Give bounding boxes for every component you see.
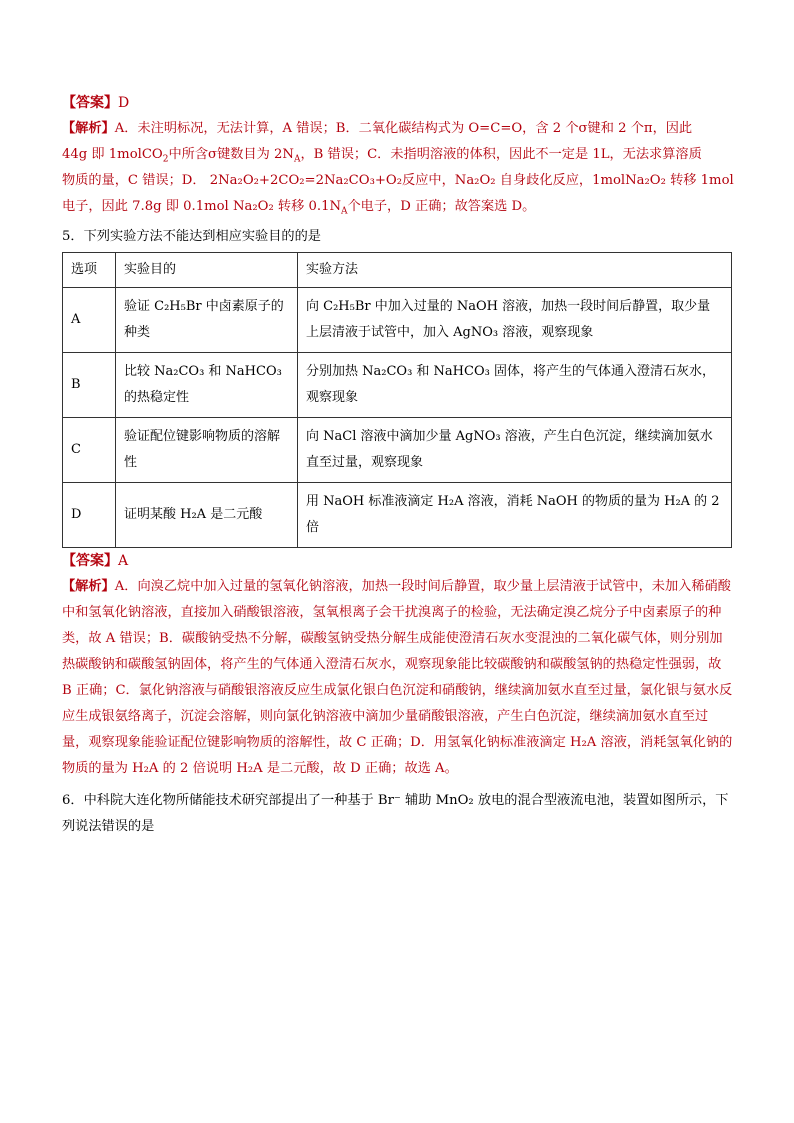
pi-symbol: π bbox=[643, 121, 653, 136]
analysis-tag: 【解析】 bbox=[62, 121, 115, 136]
analysis-text: 44g 即 1molCO bbox=[62, 147, 163, 162]
answer-line-1 bbox=[62, 92, 734, 114]
answer-value: A bbox=[118, 553, 129, 569]
table-header: 实验目的 bbox=[116, 253, 298, 288]
method-cell: 向 NaCl 溶液中滴加少量 AgNO₃ 溶液，产生白色沉淀，继续滴加氨水直至过量，观察现象 bbox=[298, 418, 732, 483]
answer-tag: 【答案】 bbox=[62, 95, 118, 111]
analysis-block-2 bbox=[62, 574, 734, 782]
question-5: 5．下列实验方法不能达到相应实验目的的是 bbox=[62, 229, 321, 244]
table-row bbox=[63, 483, 732, 548]
table-row bbox=[63, 288, 732, 353]
option-cell: C bbox=[63, 418, 116, 483]
analysis-text: 电子，因此 7.8g 即 0.1mol Na₂O₂ 转移 0.1N bbox=[62, 199, 341, 214]
analysis-text: 键和 2 个 bbox=[587, 121, 644, 136]
experiment-table bbox=[62, 252, 732, 548]
answer-tag: 【答案】 bbox=[62, 553, 118, 569]
purpose-cell: 验证配位键影响物质的溶解性 bbox=[116, 418, 298, 483]
sigma-symbol: σ bbox=[578, 121, 588, 136]
analysis-text: 键数目为 2N bbox=[217, 147, 294, 162]
subscript: A bbox=[341, 206, 348, 217]
analysis-text: 反应中，Na₂O₂ 自身歧化反应，1molNa₂O₂ 转移 1mol bbox=[402, 173, 734, 188]
analysis-text: A．向溴乙烷中加入过量的氢氧化钠溶液，加热一段时间后静置，取少量上层清液于试管中，未加入稀硝酸中和氢氧化钠溶液，直接加入硝酸银溶液，氢氧根离子会干扰溴离子的检验，无法确定溴乙烷分子中卤素原子的种类，故 A 错误；B．碳酸钠受热不分解，碳酸氢钠受热分解生成能使澄清石灰水变混浊的二氧化碳气体，则分别加热碳酸钠和碳酸氢钠固体，将产生的气体通入澄清石灰水，观察现象能比较碳酸钠和碳酸氢钠的热稳定性强弱，故 B 正确；C．氯化钠溶液与硝酸银溶液反应生成氯化银白色沉淀和硝酸钠，继续滴加氨水直至过量，氯化银与氨水反应生成银氨络离子，沉淀会溶解，则向氯化钠溶液中滴加少量硝酸银溶液，产生白色沉淀，继续滴加氨水直至过量，观察现象能验证配位键影响物质的溶解性，故 C 正确；D．用氢氧化钠标准液滴定 H₂A 溶液，消耗氢氧化钠的物质的量为 H₂A 的 2 倍说明 H₂A 是二元酸，故 D 正确；故选 A。 bbox=[62, 579, 733, 776]
analysis-block-1 bbox=[62, 116, 734, 220]
analysis-text: A．未注明标况，无法计算，A 错误；B．二氧化碳结构式为 O=C=O，含 2 个 bbox=[114, 121, 579, 136]
method-cell: 分别加热 Na₂CO₃ 和 NaHCO₃ 固体，将产生的气体通入澄清石灰水，观察现象 bbox=[298, 353, 732, 418]
option-cell: A bbox=[63, 288, 116, 353]
method-cell: 向 C₂H₅Br 中加入过量的 NaOH 溶液，加热一段时间后静置，取少量上层清液于试管中，加入 AgNO₃ 溶液，观察现象 bbox=[298, 288, 732, 353]
document-page bbox=[62, 92, 734, 842]
answer-value: D bbox=[118, 95, 130, 111]
analysis-text: ，因此 bbox=[652, 121, 693, 136]
analysis-text: 个电子，D 正确；故答案选 D。 bbox=[347, 199, 536, 214]
table-header: 选项 bbox=[63, 253, 116, 288]
subscript: A bbox=[293, 154, 301, 165]
table-row bbox=[63, 353, 732, 418]
table-header-row bbox=[63, 253, 732, 288]
analysis-text: ，B 错误；C．未指明溶液的体积，因此不一定是 1L，无法求算溶质 bbox=[300, 147, 702, 162]
table-header: 实验方法 bbox=[298, 253, 732, 288]
analysis-text: 物质的量，C 错误；D． bbox=[62, 173, 206, 188]
option-cell: D bbox=[63, 483, 116, 548]
purpose-cell: 比较 Na₂CO₃ 和 NaHCO₃ 的热稳定性 bbox=[116, 353, 298, 418]
analysis-tag: 【解析】 bbox=[62, 579, 115, 594]
answer-line-2 bbox=[62, 550, 734, 572]
question-6: 6．中科院大连化物所储能技术研究部提出了一种基于 Br⁻ 辅助 MnO₂ 放电的混合型液流电池，装置如图所示，下列说法错误的是 bbox=[62, 793, 729, 834]
option-cell: B bbox=[63, 353, 116, 418]
table-row bbox=[63, 418, 732, 483]
purpose-cell: 证明某酸 H₂A 是二元酸 bbox=[116, 483, 298, 548]
analysis-text: 中所含 bbox=[168, 147, 209, 162]
purpose-cell: 验证 C₂H₅Br 中卤素原子的种类 bbox=[116, 288, 298, 353]
method-cell: 用 NaOH 标准液滴定 H₂A 溶液，消耗 NaOH 的物质的量为 H₂A 的 2 倍 bbox=[298, 483, 732, 548]
subscript: 2 bbox=[162, 154, 169, 165]
equation: 2Na₂O₂+2CO₂=2Na₂CO₃+O₂ bbox=[209, 173, 403, 188]
sigma-symbol: σ bbox=[208, 147, 218, 162]
